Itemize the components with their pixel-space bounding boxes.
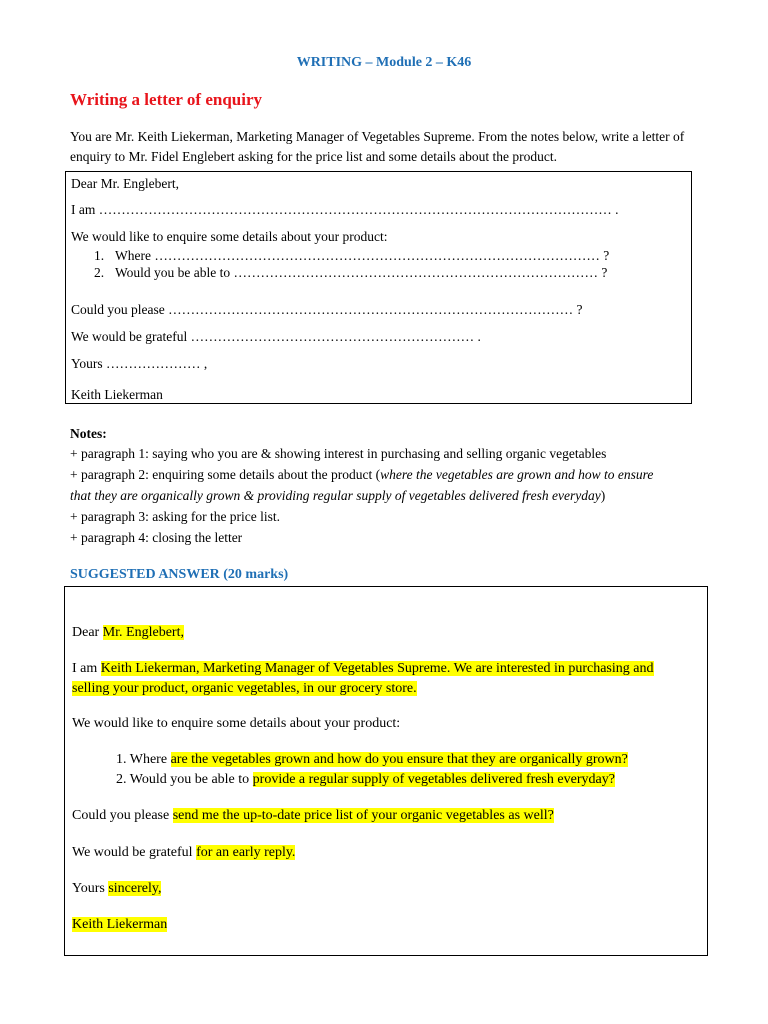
suggested-answer-box <box>64 586 708 956</box>
note-paragraph-2-line1 <box>70 467 653 483</box>
notes-label: Notes: <box>70 426 107 441</box>
answer-could-highlight: send me the up-to-date price list of your organic vegetables as well? <box>172 808 554 823</box>
template-i-am: I am …………………………………………………………………………………………………… . <box>71 202 619 217</box>
answer-greeting-text: Dear <box>72 625 103 640</box>
template-item2-number: 2. <box>94 265 105 280</box>
answer-could <box>72 808 554 824</box>
answer-greeting-highlight: Mr. Englebert, <box>102 625 184 640</box>
note-paragraph-2-text: + paragraph 2: enquiring some details about the product ( <box>70 467 381 482</box>
answer-grateful-text: We would be grateful <box>72 845 197 860</box>
section-heading: Writing a letter of enquiry <box>70 90 263 109</box>
page-title: WRITING – Module 2 – K46 <box>296 55 472 70</box>
note-paragraph-3: + paragraph 3: asking for the price list. <box>70 509 281 524</box>
template-yours: Yours ………………… , <box>71 356 208 371</box>
answer-greeting <box>72 625 184 641</box>
answer-item-2 <box>116 772 615 788</box>
suggested-answer-title: SUGGESTED ANSWER (20 marks) <box>70 567 289 582</box>
template-grateful: We would be grateful ……………………………………………………… . <box>71 329 481 344</box>
answer-p1-highlight-cont: selling your product, organic vegetables, in our grocery store. <box>72 681 417 696</box>
answer-yours-highlight: sincerely, <box>108 881 162 896</box>
answer-could-text: Could you please <box>72 808 173 823</box>
answer-yours-text: Yours <box>72 881 109 896</box>
answer-signature <box>72 917 167 933</box>
template-item2: Would you be able to ……………………………………………………………………… ? <box>115 265 608 280</box>
answer-p1-text: I am <box>72 661 101 676</box>
answer-p1-highlight: Keith Liekerman, Marketing Manager of Vegetables Supreme. We are interested in purchasing and <box>100 661 654 676</box>
template-could: Could you please ……………………………………………………………………………… ? <box>71 302 583 317</box>
template-greeting: Dear Mr. Englebert, <box>71 176 179 191</box>
template-signature: Keith Liekerman <box>71 387 163 402</box>
answer-item2-highlight: provide a regular supply of vegetables delivered fresh everyday? <box>252 772 615 787</box>
note-paragraph-4: + paragraph 4: closing the letter <box>70 530 243 545</box>
answer-grateful-highlight: for an early reply. <box>196 845 296 860</box>
note-paragraph-2-italic: where the vegetables are grown and how to ensure <box>380 467 654 482</box>
intro-paragraph: You are Mr. Keith Liekerman, Marketing Manager of Vegetables Supreme. From the notes below, write a letter of enquiry to Mr. Fidel Englebert asking for the price list and some details about the product. <box>70 129 685 164</box>
answer-paragraph-1-line2 <box>72 681 417 697</box>
template-enquire: We would like to enquire some details about your product: <box>71 229 388 244</box>
answer-grateful <box>72 845 295 861</box>
answer-item2-text: 2. Would you be able to <box>116 772 253 787</box>
answer-item-1 <box>116 752 628 768</box>
template-item1: Where ……………………………………………………………………………………… ? <box>115 248 610 263</box>
answer-yours <box>72 881 161 897</box>
note-paragraph-2-line2 <box>70 488 605 504</box>
answer-item1-highlight: are the vegetables grown and how do you ensure that they are organically grown? <box>170 752 628 767</box>
letter-template-box <box>65 171 692 404</box>
template-item1-number: 1. <box>94 248 105 263</box>
answer-enquire: We would like to enquire some details about your product: <box>72 716 401 731</box>
note-paragraph-2-close: ) <box>600 488 606 503</box>
note-paragraph-2-italic-cont: that they are organically grown & providing regular supply of vegetables delivered fresh everyday <box>70 488 601 503</box>
answer-paragraph-1-line1 <box>72 661 654 677</box>
answer-item1-text: 1. Where <box>116 752 171 767</box>
answer-signature-highlight: Keith Liekerman <box>72 917 168 932</box>
note-paragraph-1: + paragraph 1: saying who you are & showing interest in purchasing and selling organic vegetables <box>70 446 607 461</box>
